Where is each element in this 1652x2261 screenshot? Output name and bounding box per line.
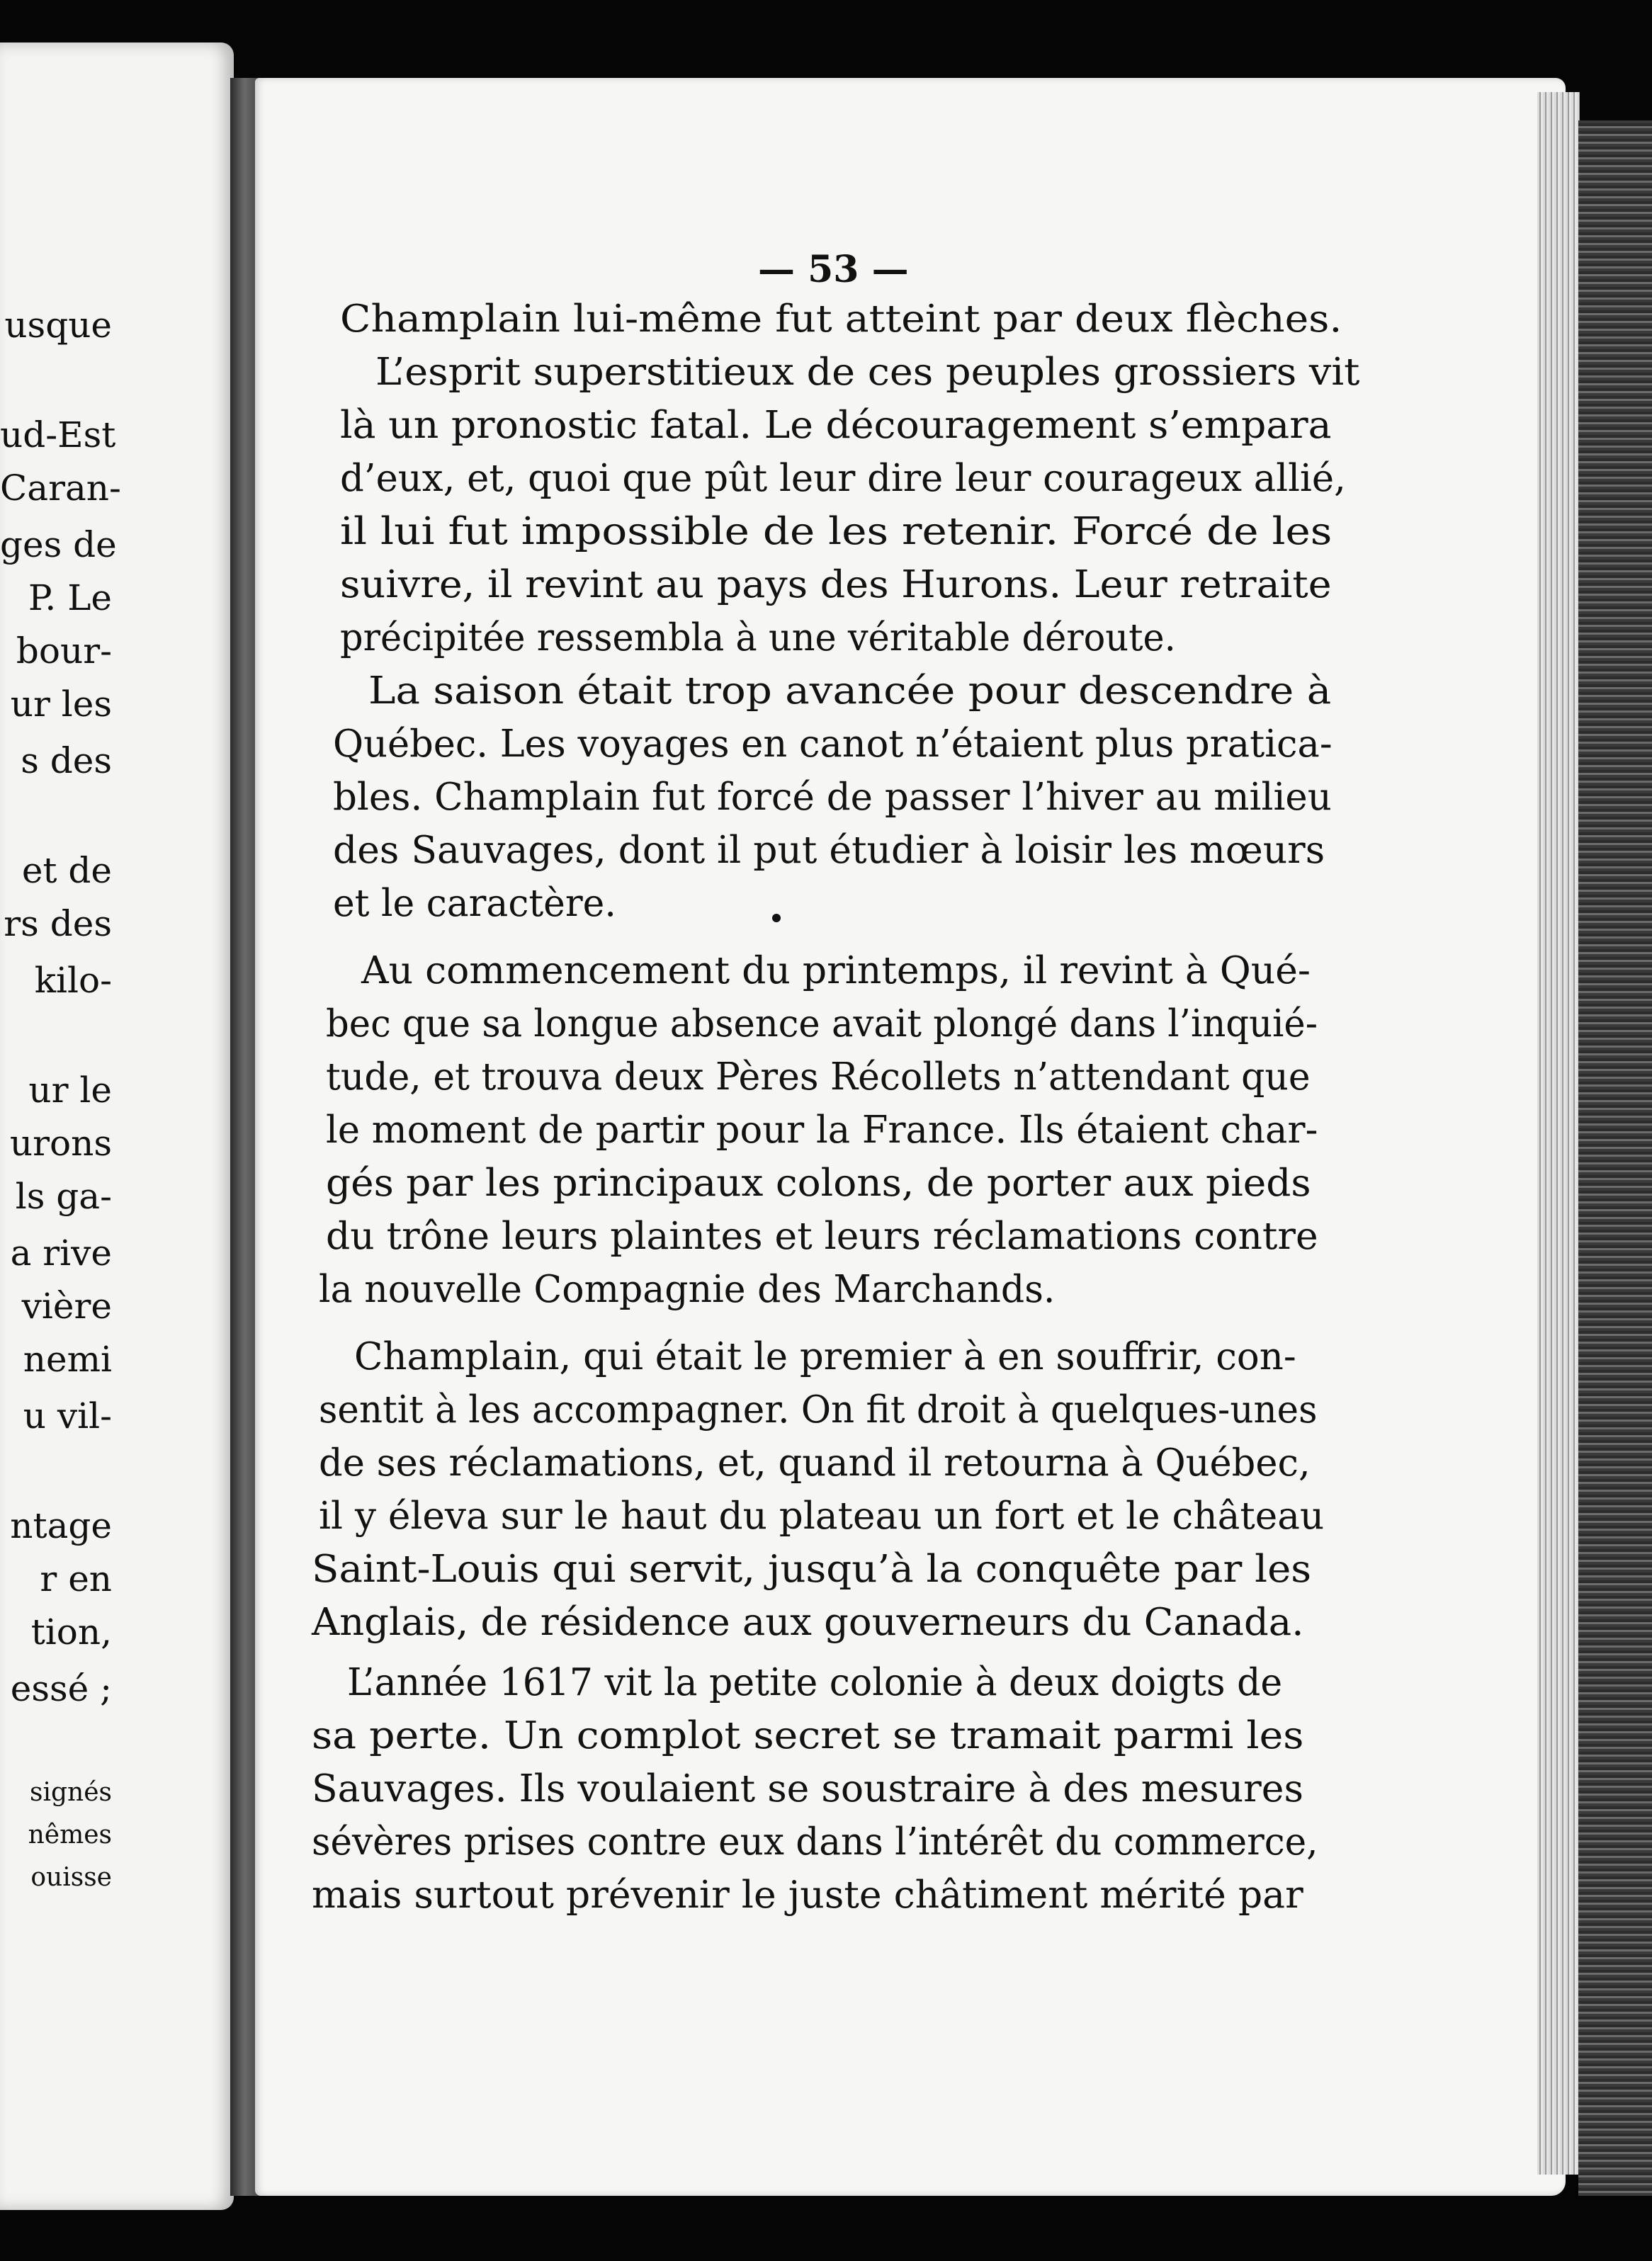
- text-line: bec que sa longue absence avait plongé dans l’inquié-: [326, 1002, 1318, 1046]
- text-line: bles. Champlain fut forcé de passer l’hiver au milieu: [333, 776, 1332, 819]
- text-line: des Sauvages, dont il put étudier à loisir les mœurs: [333, 829, 1325, 872]
- text-line: Champlain, qui était le premier à en souffrir, con-: [354, 1335, 1296, 1378]
- left-page-fragment: ges de: [0, 524, 117, 565]
- text-line: il y éleva sur le haut du plateau un fort et le château: [319, 1495, 1325, 1538]
- text-line: Au commencement du printemps, il revint à Qué-: [361, 949, 1311, 992]
- left-page-fragment: rs des: [4, 903, 112, 944]
- book-cover-edge: [1578, 120, 1652, 2196]
- left-page-fragment: urons: [9, 1123, 112, 1164]
- text-line: Sauvages. Ils voulaient se soustraire à des mesures: [312, 1767, 1303, 1810]
- text-line: et le caractère.: [333, 882, 616, 925]
- page-number: — 53 —: [758, 248, 909, 291]
- left-page-fragment: nemi: [23, 1339, 112, 1380]
- left-page-fragment: signés: [30, 1778, 112, 1807]
- left-page-fragment: et de: [21, 850, 112, 891]
- left-page-fragment: u vil-: [23, 1395, 112, 1436]
- text-line: de ses réclamations, et, quand il retourna à Québec,: [319, 1441, 1311, 1485]
- text-line: d’eux, et, quoi que pût leur dire leur courageux allié,: [340, 457, 1346, 500]
- text-line: le moment de partir pour la France. Ils étaient char-: [326, 1109, 1318, 1152]
- left-page-fragment: vière: [21, 1286, 112, 1327]
- left-page-fragment: essé ;: [10, 1668, 112, 1709]
- text-line: gés par les principaux colons, de porter aux pieds: [326, 1162, 1311, 1205]
- text-line: L’esprit superstitieux de ces peuples grossiers vit: [375, 351, 1360, 394]
- left-facing-page: [0, 42, 234, 2210]
- text-line: L’année 1617 vit la petite colonie à deux doigts de: [347, 1661, 1283, 1704]
- text-line: Saint-Louis qui servit, jusqu’à la conquête par les: [312, 1548, 1312, 1591]
- text-line: Québec. Les voyages en canot n’étaient plus pratica-: [333, 722, 1333, 766]
- text-line: précipitée ressembla à une véritable déroute.: [340, 616, 1176, 659]
- text-line: mais surtout prévenir le juste châtiment mérité par: [312, 1874, 1303, 1917]
- left-page-text-fragments: [0, 42, 227, 2210]
- text-line: suivre, il revint au pays des Hurons. Leur retraite: [340, 563, 1332, 606]
- text-line: du trône leurs plaintes et leurs réclamations contre: [326, 1215, 1318, 1258]
- left-page-fragment: ur le: [28, 1070, 112, 1111]
- text-line: il lui fut impossible de les retenir. Forcé de les: [340, 510, 1333, 553]
- text-line: tude, et trouva deux Pères Récollets n’attendant que: [326, 1055, 1311, 1099]
- text-line: Anglais, de résidence aux gouverneurs du Canada.: [312, 1601, 1304, 1644]
- left-page-fragment: ud-Est: [0, 414, 116, 455]
- left-page-fragment: P. Le: [28, 577, 112, 618]
- left-page-fragment: ouisse: [30, 1863, 112, 1892]
- text-line: là un pronostic fatal. Le découragement s’empara: [340, 404, 1332, 447]
- left-page-fragment: nêmes: [28, 1820, 112, 1849]
- left-page-fragment: r en: [40, 1558, 112, 1599]
- left-page-fragment: s des: [21, 740, 112, 781]
- text-line: sa perte. Un complot secret se tramait parmi les: [312, 1714, 1304, 1757]
- left-page-fragment: kilo-: [34, 960, 112, 1001]
- left-page-fragment: a rive: [10, 1232, 112, 1274]
- left-page-fragment: bour-: [16, 630, 112, 672]
- left-page-fragment: usque: [4, 305, 112, 346]
- text-line: la nouvelle Compagnie des Marchands.: [319, 1268, 1056, 1311]
- page-edges: [1537, 92, 1580, 2175]
- text-line: sévères prises contre eux dans l’intérêt du commerce,: [312, 1820, 1318, 1864]
- left-page-fragment: ur les: [10, 684, 112, 725]
- left-page-fragment: Caran-: [0, 468, 121, 509]
- left-page-fragment: ntage: [10, 1505, 112, 1546]
- left-page-fragment: ls ga-: [15, 1176, 112, 1217]
- text-line: sentit à les accompagner. On fit droit à quelques-unes: [319, 1388, 1318, 1432]
- ink-speck: [772, 914, 781, 922]
- left-page-fragment: tion,: [30, 1611, 112, 1653]
- text-line: Champlain lui-même fut atteint par deux flèches.: [340, 298, 1342, 341]
- text-line: La saison était trop avancée pour descendre à: [368, 669, 1332, 713]
